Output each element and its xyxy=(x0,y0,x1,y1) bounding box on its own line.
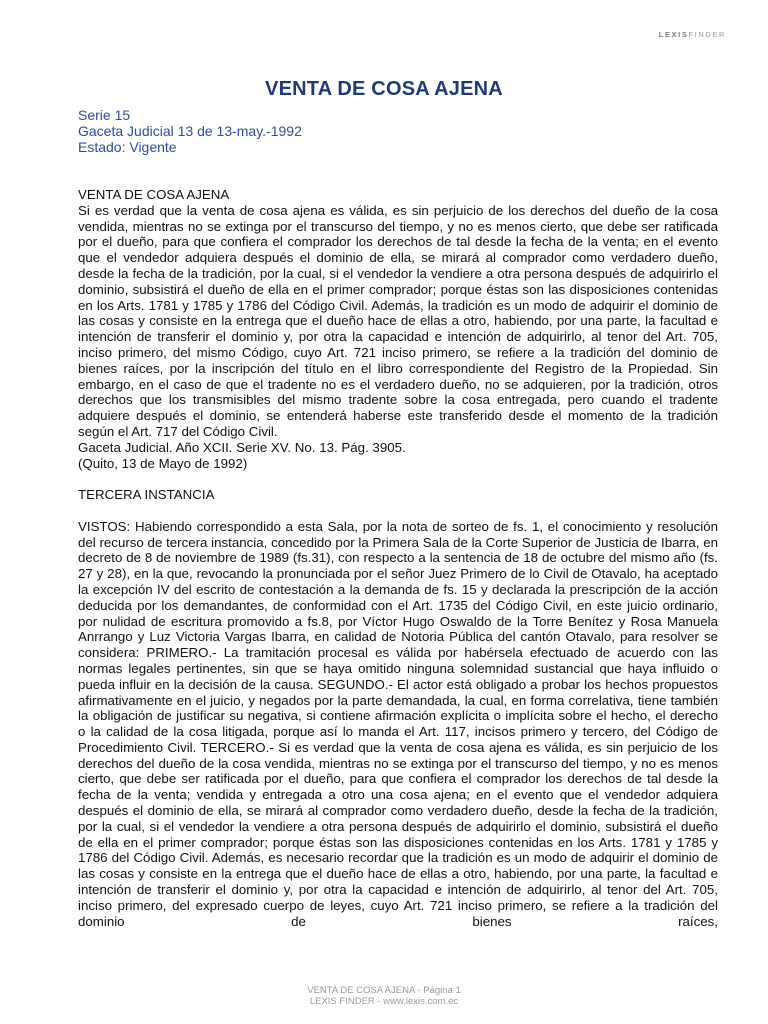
serie-label: Serie 15 xyxy=(78,107,131,123)
document-body xyxy=(78,187,718,929)
gaceta-label: Gaceta Judicial 13 de 13-may.-1992 xyxy=(78,123,302,140)
section-heading: TERCERA INSTANCIA xyxy=(78,487,215,503)
section-text: VISTOS: Habiendo correspondido a esta Sala, por la nota de sorteo de fs. 1, el conocimiento y resolución del recurso de tercera instancia, concedido por la Primera Sala de la Corte Superior de Justicia de Ibarra, en decreto de 8 de noviembre de 1989 (fs.31), con respecto a la sentencia de 18 de octubre del mismo año (fs. 27 y 28), en la que, revocando la pronunciada por el señor Juez Primero de lo Civil de Otavalo, ha aceptado la excepción IV del escrito de contestación a la demanda de fs. 15 y declarada la prescripción de la acción deducida por los demandantes, de conformidad con el Art. 1735 del Código Civil, en este juicio ordinario, por nulidad de escritura promovido a fs.8, por Víctor Hugo Oswaldo de la Torre Benítez y Rosa Manuela Anrrango y Luz Victoria Vargas Ibarra, en calidad de Notoria Pública del cantón Otavalo, para resolver se considera: PRIMERO.- La tramitación procesal es válida por habérsela efectuado de acuerdo con las normas legales pertinentes, sin que se haya omitido ninguna solemnidad sustancial que haya influido o pueda influir en la decisión de la causa. SEGUNDO.- El actor está obligado a probar los hechos propuestos afirmativamente en el juicio, y negados por la parte demandada, la cual, en forma correlativa, tiene también la obligación de justificar su negativa, si contiene afirmación explícita o implícita sobre el hecho, el derecho o la calidad de la cosa litigada, porque así lo manda el Art. 117, incisos primero y tercero, del Código de Procedimiento Civil. TERCERO.- Si es verdad que la venta de cosa ajena es válida, es sin perjuicio de los derechos del dueño de la cosa vendida, mientras no se extinga por el transcurso del tiempo, y no es menos cierto, que debe ser ratificada por el dueño, para que confiera el comprador los derechos de tal desde la fecha de la venta; vendida y entregada a otro una cosa ajena; en el evento que el vendedor adquiera después el dominio de ella, se mirará al comprador como verdadero dueño, desde la fecha de la tradición, por la cual, si el vendedor la vendiere a otra persona después de adquirirlo el dominio, subsistirá el dueño de ella en el primer comprador; porque éstas son las disposiciones contenidas en los Arts. 1781 y 1785 y 1786 del Código Civil. Además, es necesario recordar que la tradición es un modo de adquirir el dominio de las cosas y consiste en la entrega que el dueño hace de ellas a otro, habiendo, por una parte, la facultad e intención de transferir el dominio y, por otra la capacidad e intención de adquirirlo, al tenor del Art. 705, inciso primero, del expresado cuerpo de leyes, cuyo Art. 721 inciso primero, se refiere a la tradición del dominio de bienes raíces, xyxy=(78,518,718,929)
lexis-finder-logo xyxy=(659,30,726,39)
document-metadata xyxy=(78,107,302,156)
summary-heading: VENTA DE COSA AJENA xyxy=(78,187,230,202)
spacer xyxy=(78,471,718,487)
footer-page-label: VENTA DE COSA AJENA - Página 1 xyxy=(307,985,461,996)
page-footer xyxy=(0,985,768,1007)
spacer xyxy=(78,503,718,519)
summary-place-date: (Quito, 13 de Mayo de 1992) xyxy=(78,455,248,471)
summary-text: Si es verdad que la venta de cosa ajena es válida, es sin perjuicio de los derechos del dueño de la cosa vendida, mientras no se extinga por el transcurso del tiempo, y no es menos cierto, que debe ser ratificada por el dueño, para que confiera el comprador los derechos de tal desde la fecha de la venta; en el evento que el vendedor adquiera después el dominio de ella, se mirará al comprador como verdadero dueño, desde la fecha de la tradición, por la cual, si el vendedor la vendiere a otra persona después de adquirirlo el dominio, subsistirá el dueño de ella en el primer comprador; porque éstas son las disposiciones contenidas en los Arts. 1781 y 1785 y 1786 del Código Civil. Además, la tradición es un modo de adquirir el dominio de las cosas y consiste en la entrega que el dueño hace de ellas a otro, habiendo, por una parte, la facultad e intención de transferir el dominio y, por otra la capacidad e intención de adquirirlo, al tenor del Art. 705, inciso primero, del mismo Código, cuyo Art. 721 inciso primero, se refiere a la tradición del dominio de bienes raíces, por la inscripción del título en el libro correspondiente del Registro de la Propiedad. Sin embargo, en el caso de que el tradente no es el verdadero dueño, no se adquieren, por la tradición, otros derechos que los transmisibles del mismo tradente sobre la cosa entregada, pero cuando el tradente adquiere después el dominio, se entenderá haberse este transferido desde el momento de la tradición según el Art. 717 del Código Civil. xyxy=(78,202,718,439)
estado-label: Estado: Vigente xyxy=(78,139,177,156)
footer-site-label: LEXIS FINDER - www.lexis.com.ec xyxy=(309,996,459,1008)
document-title: VENTA DE COSA AJENA xyxy=(265,78,503,100)
brand-bold: LEXIS xyxy=(658,30,689,39)
brand-light: FINDER xyxy=(688,30,726,39)
summary-source: Gaceta Judicial. Año XCII. Serie XV. No. 13. Pág. 3905. xyxy=(78,439,406,455)
